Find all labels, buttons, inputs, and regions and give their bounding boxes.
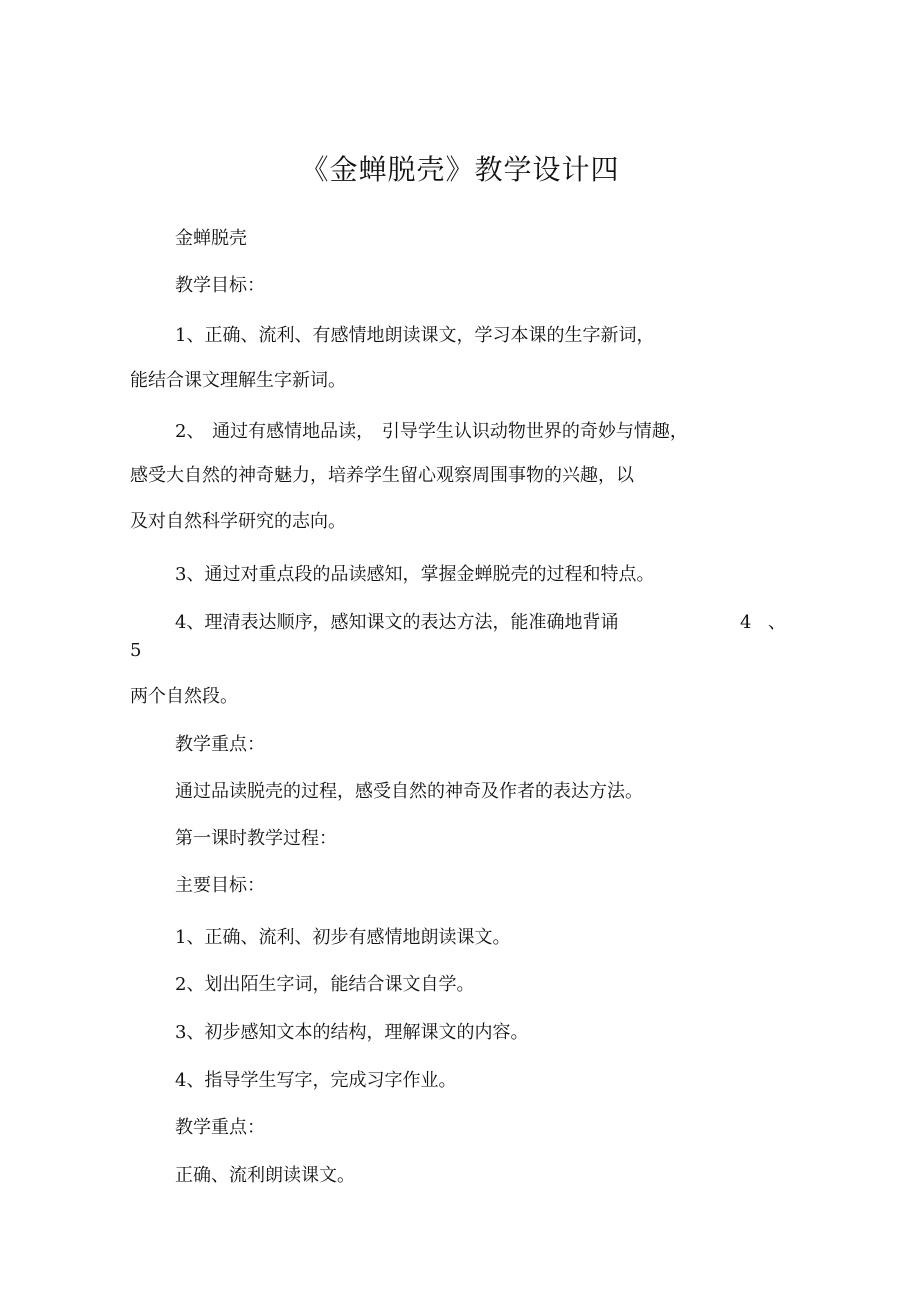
goal-4: 4、指导学生写字，完成习字作业。 — [175, 1070, 457, 1091]
objective-1-line-2: 能结合课文理解生字新词。 — [130, 370, 346, 391]
objective-1-line-1: 1、正确、流利、有感情地朗读课文，学习本课的生字新词， — [175, 325, 655, 346]
section-heading-focus-2: 教学重点： — [175, 1117, 265, 1138]
objective-4-line-1: 4、理清表达顺序，感知课文的表达方法，能准确地背诵 — [175, 612, 619, 633]
section-heading-first-lesson: 第一课时教学过程： — [175, 828, 337, 849]
section-heading-main-goals: 主要目标： — [175, 875, 265, 896]
section-heading-objectives: 教学目标： — [175, 275, 265, 296]
objective-2-line-2: 感受大自然的神奇魅力，培养学生留心观察周围事物的兴趣，以 — [130, 465, 634, 486]
lesson-name: 金蝉脱壳 — [175, 228, 247, 249]
document-title: 《金蝉脱壳》教学设计四 — [300, 153, 620, 186]
objective-2-line-3: 及对自然科学研究的志向。 — [130, 511, 346, 532]
goal-3: 3、初步感知文本的结构，理解课文的内容。 — [175, 1022, 529, 1043]
objective-2-line-1: 2、 通过有感情地品读， 引导学生认识动物世界的奇妙与情趣， — [175, 421, 688, 442]
goal-1: 1、正确、流利、初步有感情地朗读课文。 — [175, 927, 511, 948]
objective-4-number-5: 5 — [130, 640, 142, 661]
objective-4-number-4: 4 — [740, 612, 752, 633]
focus-text: 通过品读脱壳的过程，感受自然的神奇及作者的表达方法。 — [175, 781, 643, 802]
objective-4-separator: 、 — [768, 612, 786, 633]
objective-3: 3、通过对重点段的品读感知，掌握金蝉脱壳的过程和特点。 — [175, 564, 655, 585]
section-heading-focus: 教学重点： — [175, 734, 265, 755]
objective-4-line-2: 两个自然段。 — [130, 686, 238, 707]
focus-text-2: 正确、流利朗读课文。 — [175, 1165, 355, 1186]
goal-2: 2、划出陌生字词，能结合课文自学。 — [175, 974, 475, 995]
